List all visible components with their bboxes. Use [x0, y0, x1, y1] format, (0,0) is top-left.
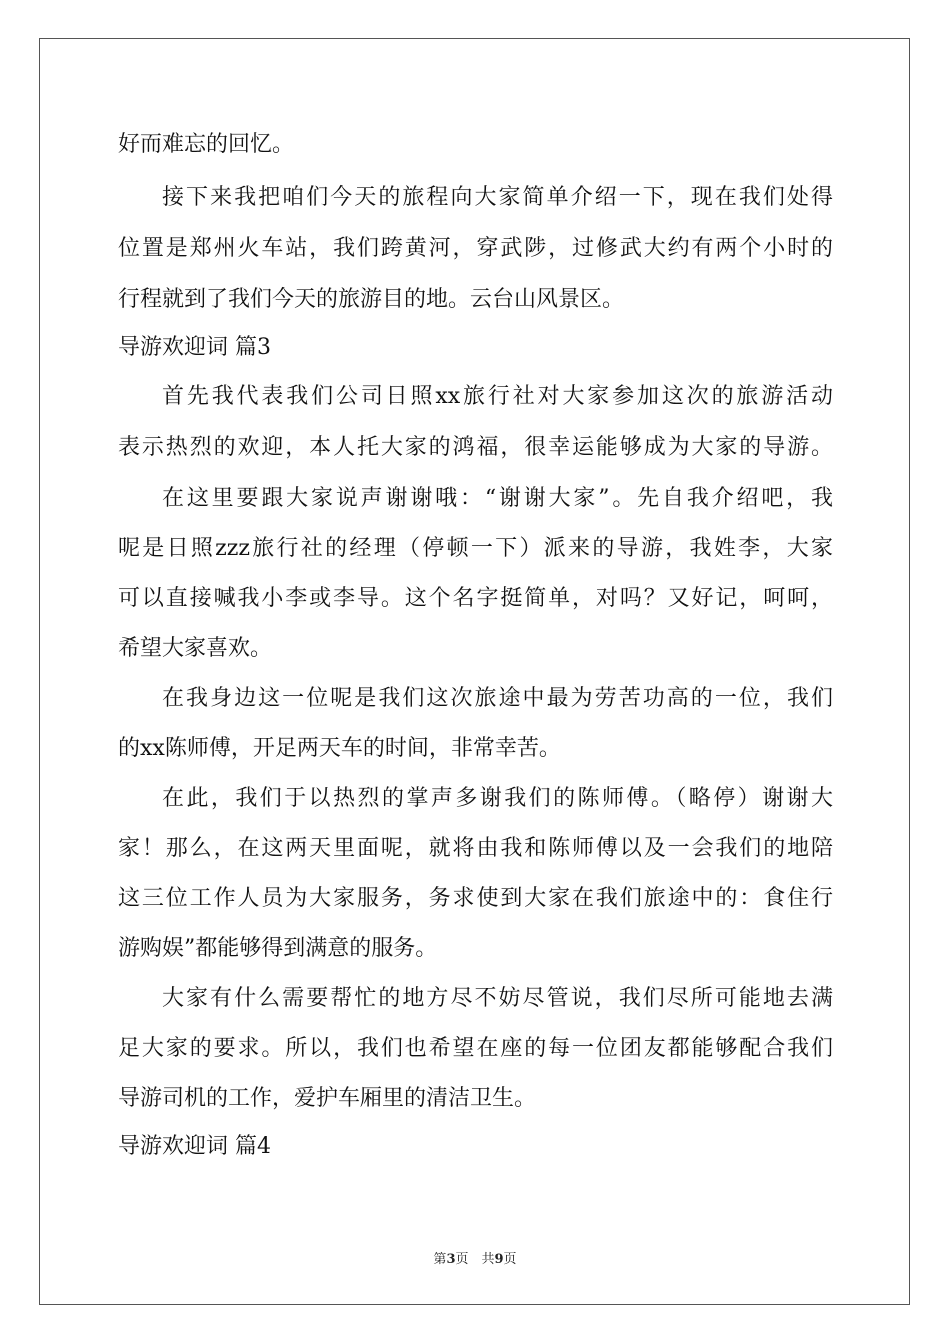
- paragraph-line: 这三位工作人员为大家服务，务求使到大家在我们旅途中的：食住行: [118, 886, 833, 911]
- paragraph-line: 好而难忘的回忆。: [118, 132, 295, 157]
- page-prefix: 第: [433, 1252, 447, 1267]
- paragraph-line: 大家有什么需要帮忙的地方尽不妨尽管说，我们尽所可能地去满: [162, 986, 833, 1011]
- paragraph-line: 在此，我们于以热烈的掌声多谢我们的陈师傅。（略停）谢谢大: [162, 786, 833, 811]
- paragraph-line: 家！那么，在这两天里面呢，就将由我和陈师傅以及一会我们的地陪: [118, 836, 833, 861]
- total-pages: 9: [494, 1252, 504, 1267]
- paragraph-line: 可以直接喊我小李或李导。这个名字挺简单，对吗？又好记，呵呵，: [118, 586, 833, 611]
- page-number-footer: [0, 1248, 950, 1267]
- page-separator: 页 共: [455, 1252, 495, 1267]
- paragraph-line: 足大家的要求。所以，我们也希望在座的每一位团友都能够配合我们: [118, 1036, 833, 1061]
- current-page: 3: [446, 1252, 456, 1267]
- paragraph-line: 在这里要跟大家说声谢谢哦：“谢谢大家”。先自我介绍吧，我: [162, 486, 833, 511]
- paragraph-line: 希望大家喜欢。: [118, 636, 273, 661]
- paragraph-line: 在我身边这一位呢是我们这次旅途中最为劳苦功高的一位，我们: [162, 686, 833, 711]
- paragraph-line: 游购娱”都能够得到满意的服务。: [118, 936, 438, 961]
- paragraph-line: 的xx陈师傅，开足两天车的时间，非常幸苦。: [118, 736, 561, 761]
- paragraph-line: 接下来我把咱们今天的旅程向大家简单介绍一下，现在我们处得: [162, 185, 833, 210]
- paragraph-line: 行程就到了我们今天的旅游目的地。云台山风景区。: [118, 287, 625, 312]
- section-heading: 导游欢迎词 篇3: [118, 335, 271, 360]
- paragraph-line: 呢是日照zzz旅行社的经理（停顿一下）派来的导游，我姓李，大家: [118, 536, 833, 561]
- paragraph-line: 位置是郑州火车站，我们跨黄河，穿武陟，过修武大约有两个小时的: [118, 236, 833, 261]
- paragraph-line: 首先我代表我们公司日照xx旅行社对大家参加这次的旅游活动: [162, 384, 833, 409]
- page-suffix: 页: [503, 1252, 517, 1267]
- paragraph-line: 导游司机的工作，爱护车厢里的清洁卫生。: [118, 1086, 537, 1111]
- paragraph-line: 表示热烈的欢迎，本人托大家的鸿福，很幸运能够成为大家的导游。: [118, 435, 833, 460]
- section-heading: 导游欢迎词 篇4: [118, 1134, 271, 1159]
